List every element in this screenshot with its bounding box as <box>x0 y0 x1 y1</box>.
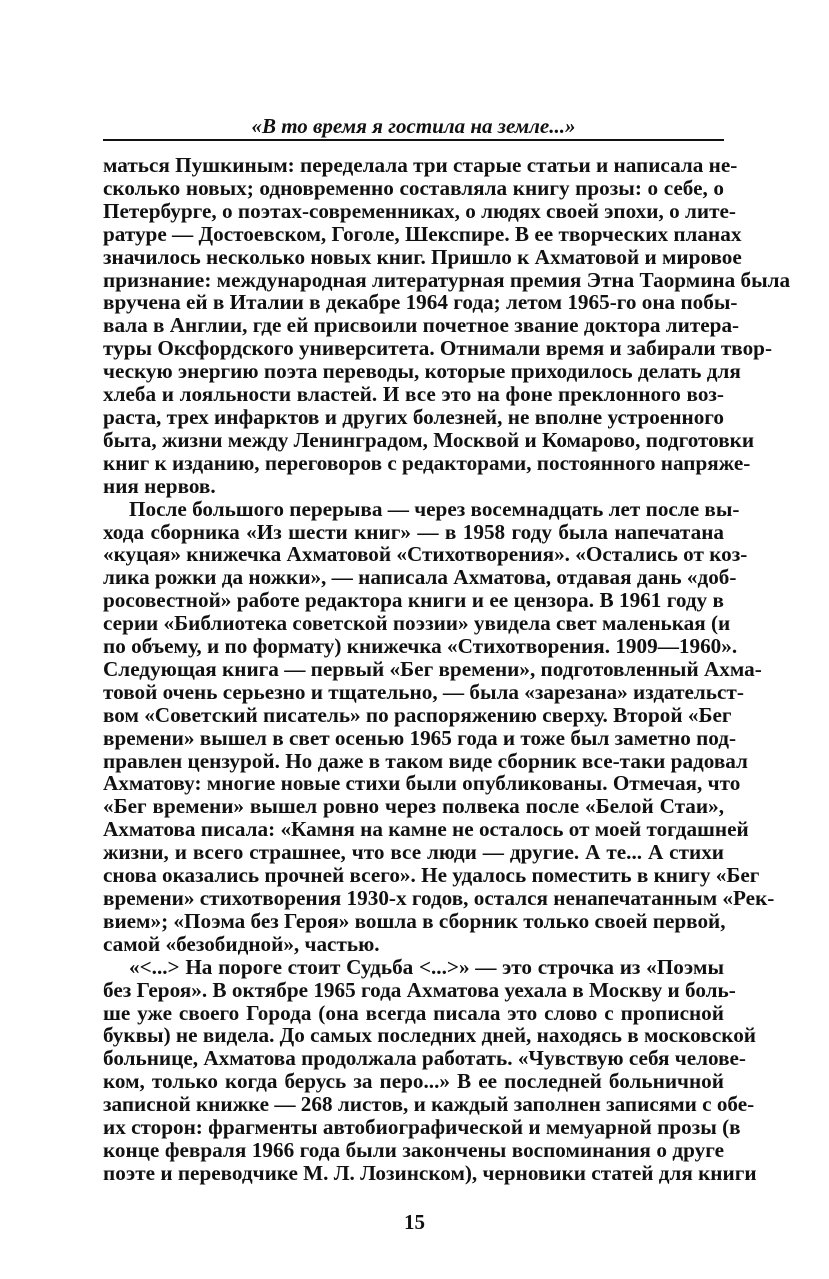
text-line: времени» стихотворения 1930-х годов, остался ненапечатанным «Рек- <box>103 886 775 910</box>
text-line: сколько новых; одновременно составляла книгу прозы: о себе, о <box>103 175 724 200</box>
text-line: лика рожки да ножки», — написала Ахматова, отдавая дань «доб- <box>103 565 737 590</box>
text-line: признание: международная литературная премия Этна Таормина была <box>103 267 791 292</box>
text-line: записной книжке — 268 листов, и каждый заполнен записями с обе- <box>103 1092 755 1117</box>
text-line: серии «Библиотека советской поэзии» увидела свет маленькая (и <box>103 611 731 636</box>
text-line: «куцая» книжечка Ахматовой «Стихотворения». «Остались от коз- <box>103 542 748 567</box>
text-line: снова оказались прочней всего». Не удалось поместить в книгу «Бег <box>103 863 760 888</box>
text-line: «<...> На пороге стоит Судьба <...>» — это строчка из «Поэмы <box>129 954 724 979</box>
text-line: буквы) не видела. До самых последних дней, находясь в московской <box>103 1023 757 1048</box>
text-line: ческую энергию поэта переводы, которые приходилось делать для <box>103 359 741 384</box>
text-line: больнице, Ахматова продолжала работать. «Чувствую себя челове- <box>103 1046 746 1071</box>
text-line: вала в Англии, где ей присвоили почетное звание доктора литера- <box>103 313 740 338</box>
text-line: времени» вышел в свет осенью 1965 года и тоже был заметно под- <box>103 725 737 750</box>
text-line: ком, только когда берусь за перо...» В ее последней больничной <box>103 1069 724 1094</box>
text-line: вием»; «Поэма без Героя» вошла в сборник только своей первой, <box>103 908 726 933</box>
paragraph <box>103 153 791 498</box>
text-line: их сторон: фрагменты автобиографической и мемуарной прозы (в <box>103 1115 741 1140</box>
text-line: ратуре — Достоевском, Гоголе, Шекспире. В ее творческих планах <box>103 221 742 246</box>
text-line: Ахматова писала: «Камня на камне не осталось от моей тогдашней <box>103 817 749 842</box>
text-line: раста, трех инфарктов и других болезней, не вполне устроенного <box>103 404 724 429</box>
paragraph <box>103 496 775 956</box>
text-line: вом «Советский писатель» по распоряжению сверху. Второй «Бег <box>103 702 732 727</box>
text-line: маться Пушкиным: переделала три старые статьи и написала не- <box>103 153 738 177</box>
text-line: быта, жизни между Ленинградом, Москвой и Комарово, подготовки <box>103 427 755 452</box>
text-line: книг к изданию, переговоров с редакторами, постоянного напряже- <box>103 450 751 475</box>
text-line: самой «безобидной», частью. <box>103 931 380 956</box>
text-line: по объему, и по формату) книжечка «Стихотворения. 1909—1960». <box>103 634 738 659</box>
paragraph <box>103 954 757 1185</box>
text-line: товой очень серьезно и тщательно, — была «зарезана» издательст- <box>103 679 744 704</box>
text-line: ше уже своего Города (она всегда писала это слово с прописной <box>103 1000 724 1025</box>
text-line: конце февраля 1966 года были закончены воспоминания о друге <box>103 1137 724 1162</box>
text-line: без Героя». В октябре 1965 года Ахматова уехала в Москву и боль- <box>103 977 736 1002</box>
text-line: «Бег времени» вышел ровно через полвека после «Белой Стаи», <box>103 794 724 819</box>
text-line: поэте и переводчике М. Л. Лозинском), черновики статей для книги <box>103 1160 757 1185</box>
text-line: туры Оксфордского университета. Отнимали время и забирали твор- <box>103 336 773 361</box>
text-line: хлеба и лояльности властей. И все это на фоне преклонного воз- <box>103 382 724 407</box>
text-line: Петербурге, о поэтах-современниках, о людях своей эпохи, о лите- <box>103 198 736 223</box>
text-line: Следующая книга — первый «Бег времени», подготовленный Ахма- <box>103 656 762 681</box>
page-number: 15 <box>404 1210 425 1234</box>
text-line: После большого перерыва — через восемнадцать лет после вы- <box>129 496 740 521</box>
text-line: жизни, и всего страшнее, что все люди — другие. А те... А стихи <box>103 840 724 865</box>
text-line: хода сборника «Из шести книг» — в 1958 году была напечатана <box>103 519 724 544</box>
text-line: росовестной» работе редактора книги и ее цензора. В 1961 году в <box>103 588 724 613</box>
text-line: вручена ей в Италии в декабре 1964 года; летом 1965-го она побы- <box>103 290 738 315</box>
running-head: «В то время я гостила на земле...» <box>251 114 576 138</box>
text-line: Ахматову: многие новые стихи были опубликованы. Отмечая, что <box>103 771 741 796</box>
text-line: значилось несколько новых книг. Пришло к Ахматовой и мировое <box>103 244 742 269</box>
text-line: ния нервов. <box>103 473 216 498</box>
text-line: правлен цензурой. Но даже в таком виде сборник все-таки радовал <box>103 748 748 773</box>
body-text <box>103 153 791 1185</box>
header-rule <box>103 139 724 141</box>
